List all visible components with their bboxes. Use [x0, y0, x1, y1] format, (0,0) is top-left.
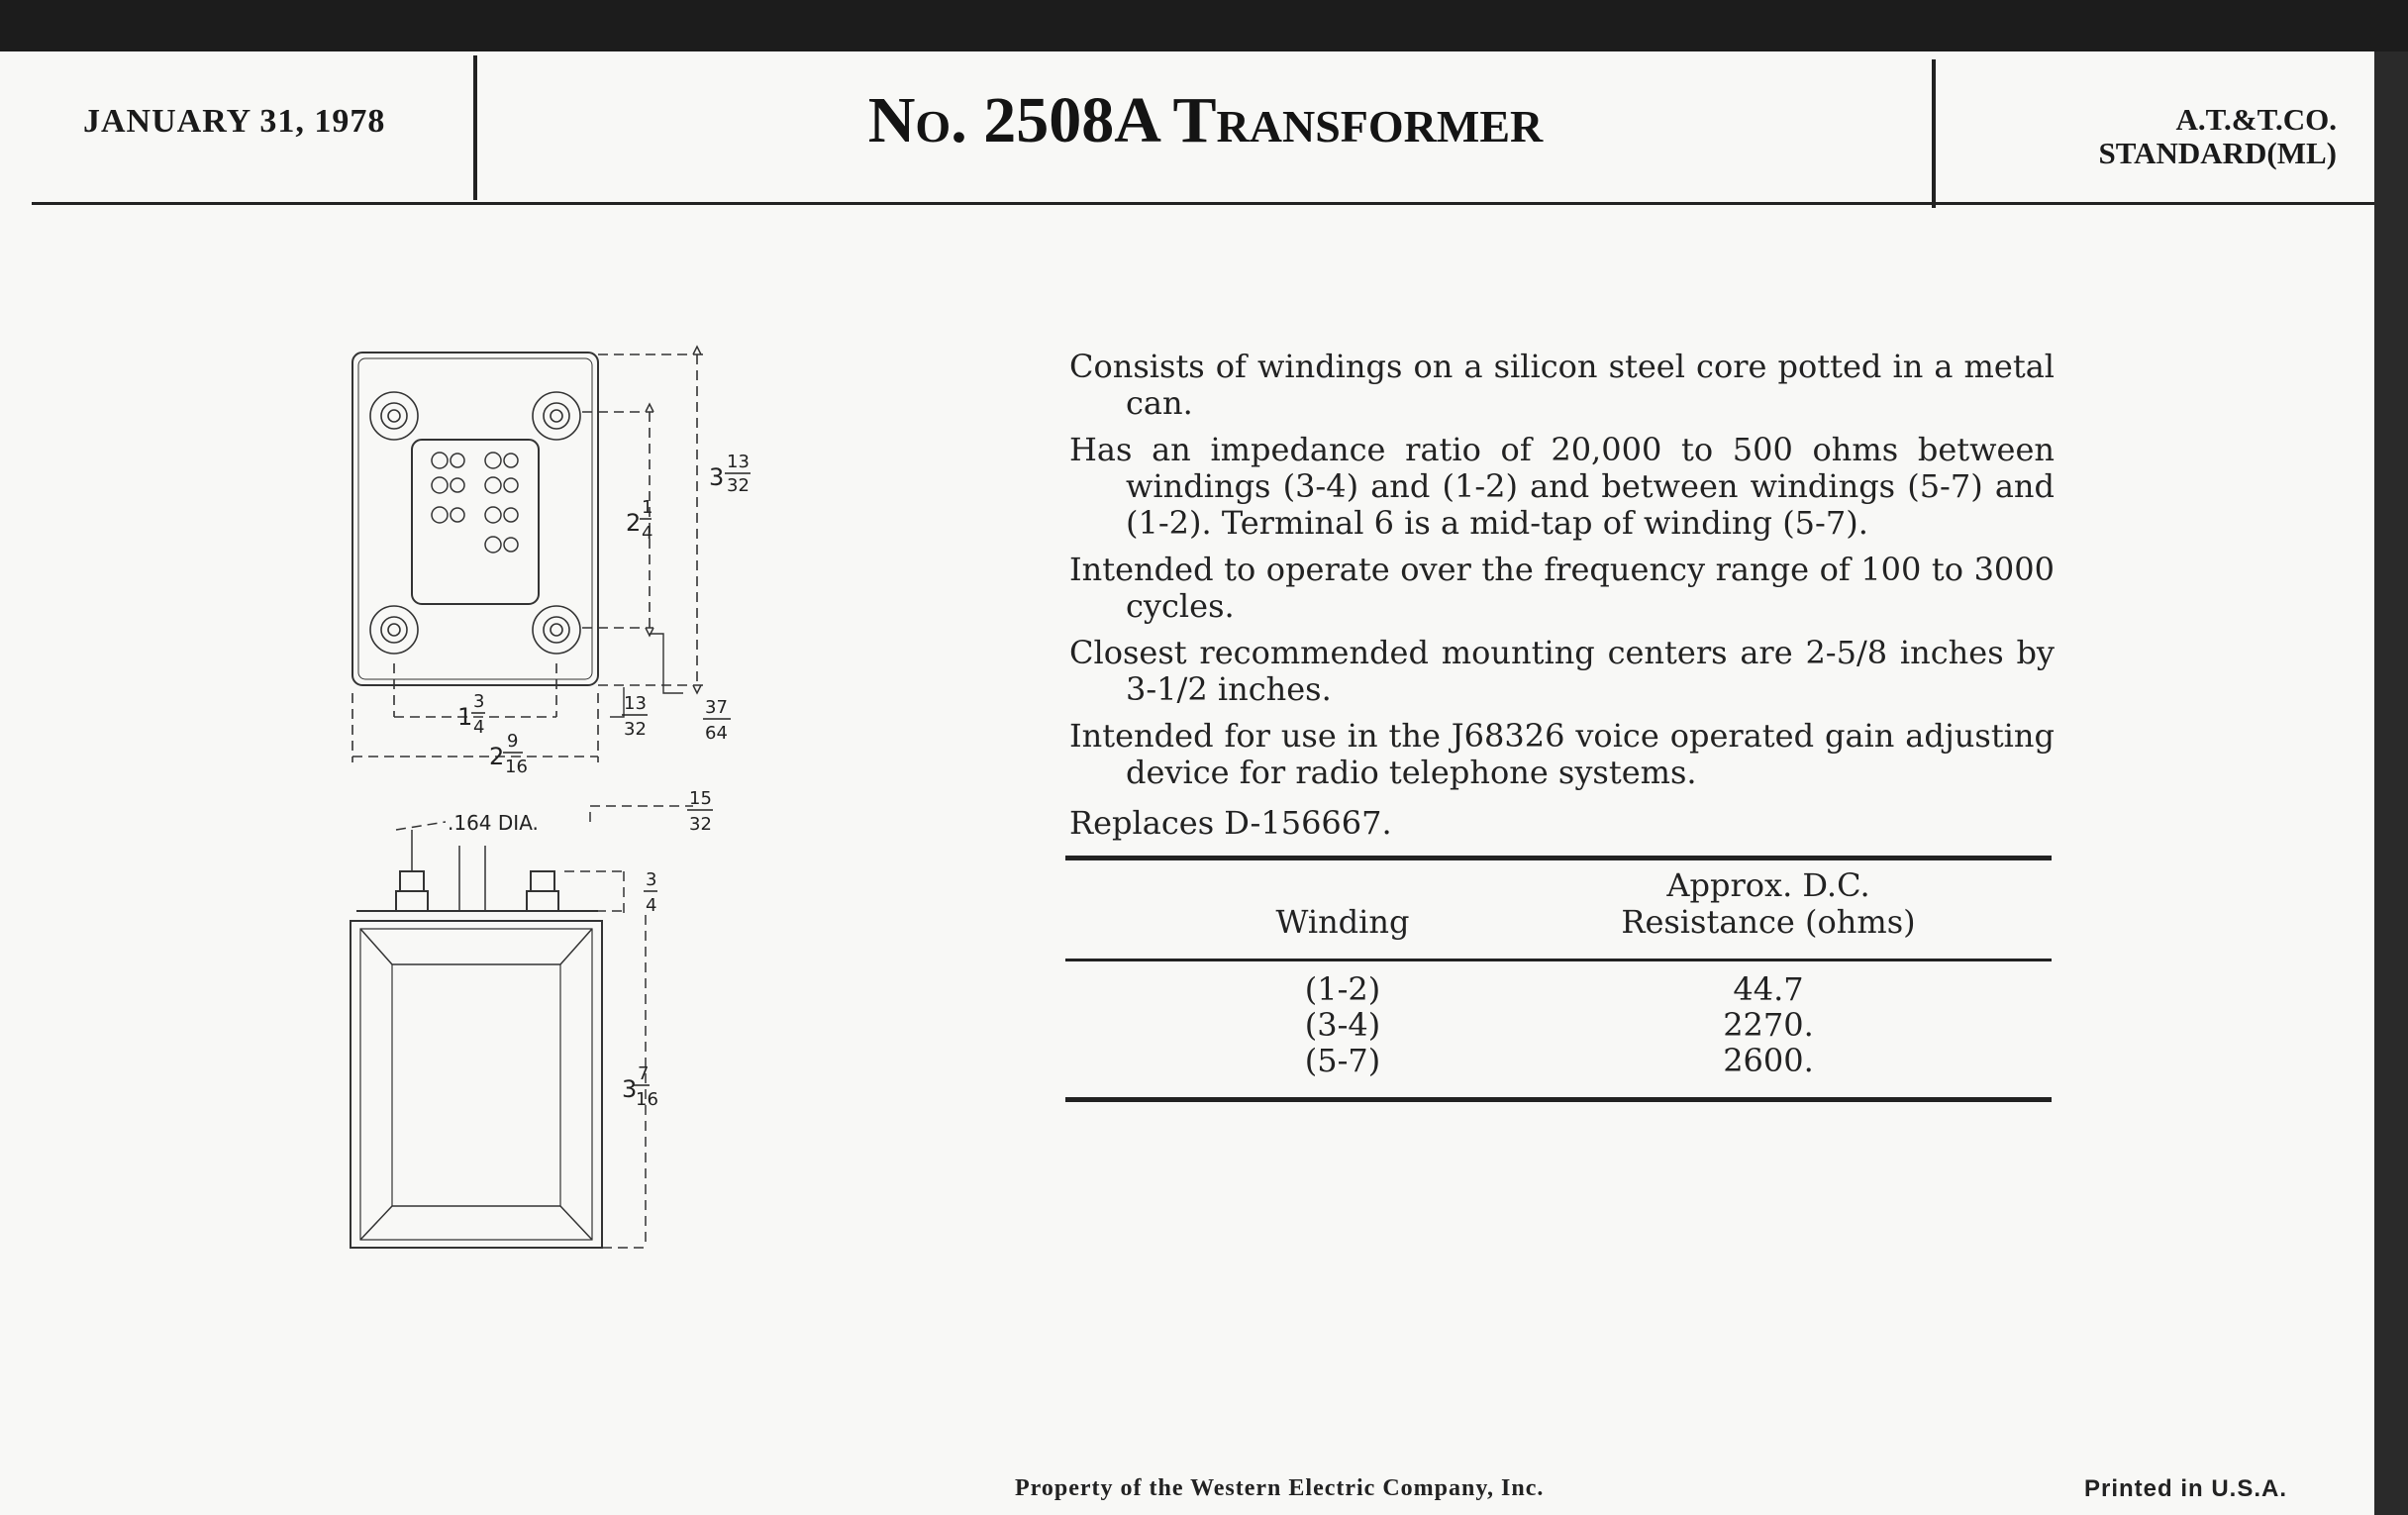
dim-flange-num: 37	[705, 697, 728, 718]
table-rule-top	[1065, 856, 2052, 860]
dim-inner-den: 4	[473, 717, 485, 738]
property-notice: Property of the Western Electric Company, Inc.	[1015, 1475, 1545, 1501]
header-divider-right	[1932, 59, 1936, 208]
mounting-stud	[533, 392, 580, 440]
dim-can-num: 7	[638, 1063, 650, 1084]
side-view	[351, 830, 602, 1248]
dim-height-den: 32	[727, 475, 750, 496]
header-rule	[32, 202, 2374, 205]
dim-width-num: 9	[507, 731, 519, 752]
cell-resistance: 2600.	[1723, 1042, 1814, 1079]
description-paragraph: Intended for use in the J68326 voice operated gain adjusting device for radio telephone systems.	[1069, 717, 2055, 791]
dim-mount-num: 1	[642, 497, 653, 518]
cell-winding: (3-4)	[1304, 1006, 1381, 1044]
table-rule-mid	[1065, 959, 2052, 961]
dim-flange-den: 64	[705, 723, 728, 744]
cell-resistance: 44.7	[1733, 970, 1804, 1008]
dim-stud-num: 3	[646, 869, 657, 890]
dim-top-num: 15	[689, 788, 712, 809]
dim-can-den: 16	[636, 1089, 658, 1110]
dim-hole: .164 DIA.	[448, 811, 539, 835]
page-title: No. 2508A Transformer	[867, 84, 1544, 156]
dim-top-den: 32	[689, 814, 712, 835]
column-header-winding: Winding	[1275, 903, 1410, 941]
dim-height-whole: 3	[709, 463, 725, 491]
dim-mount-den: 4	[642, 523, 653, 544]
dim-inner-num: 3	[473, 691, 485, 712]
top-view	[352, 347, 703, 762]
description	[1069, 349, 2055, 801]
transformer-drawing	[337, 337, 772, 1287]
dim-stud-den: 4	[646, 895, 657, 916]
mounting-stud	[370, 606, 418, 654]
mounting-stud	[370, 392, 418, 440]
terminal-board	[412, 440, 539, 604]
cell-resistance: 2270.	[1723, 1006, 1814, 1044]
column-header-resistance	[1590, 867, 1947, 941]
standard-line-1: A.T.&T.CO.	[2175, 102, 2337, 137]
dim-edge-num: 13	[624, 693, 647, 714]
document-date: JANUARY 31, 1978	[83, 103, 386, 140]
replaces-note: Replaces D-156667.	[1069, 804, 1392, 842]
cell-winding: (5-7)	[1304, 1042, 1381, 1079]
description-paragraph: Closest recommended mounting centers are 2-5/8 inches by 3-1/2 inches.	[1069, 634, 2055, 708]
description-paragraph: Consists of windings on a silicon steel core potted in a metal can.	[1069, 348, 2055, 422]
mounting-stud	[533, 606, 580, 654]
dim-edge-den: 32	[624, 719, 647, 740]
cell-winding: (1-2)	[1304, 970, 1381, 1008]
dim-inner-whole: 1	[457, 703, 473, 731]
description-paragraph: Intended to operate over the frequency range of 100 to 3000 cycles.	[1069, 551, 2055, 625]
terminals	[432, 453, 518, 553]
column-header-resistance-line-1: Approx. D.C.	[1666, 866, 1870, 904]
dim-height-num: 13	[727, 452, 750, 472]
dim-width-whole: 2	[489, 743, 505, 770]
standard-label	[1970, 103, 2337, 170]
dim-mount-whole: 2	[626, 509, 642, 537]
dim-width-den: 16	[505, 757, 528, 777]
description-paragraph: Has an impedance ratio of 20,000 to 500 ohms between windings (3-4) and (1-2) and between windings (5-7) and (1-2). Terminal 6 is a mid-tap of winding (5-7).	[1069, 431, 2055, 542]
scan-edge	[2374, 51, 2408, 1515]
table-rule-bottom	[1065, 1097, 2052, 1102]
standard-line-2: STANDARD(ML)	[2098, 136, 2337, 170]
dim-can-whole: 3	[622, 1075, 638, 1103]
printed-notice: Printed in U.S.A.	[2084, 1475, 2288, 1502]
column-header-resistance-line-2: Resistance (ohms)	[1621, 903, 1916, 941]
